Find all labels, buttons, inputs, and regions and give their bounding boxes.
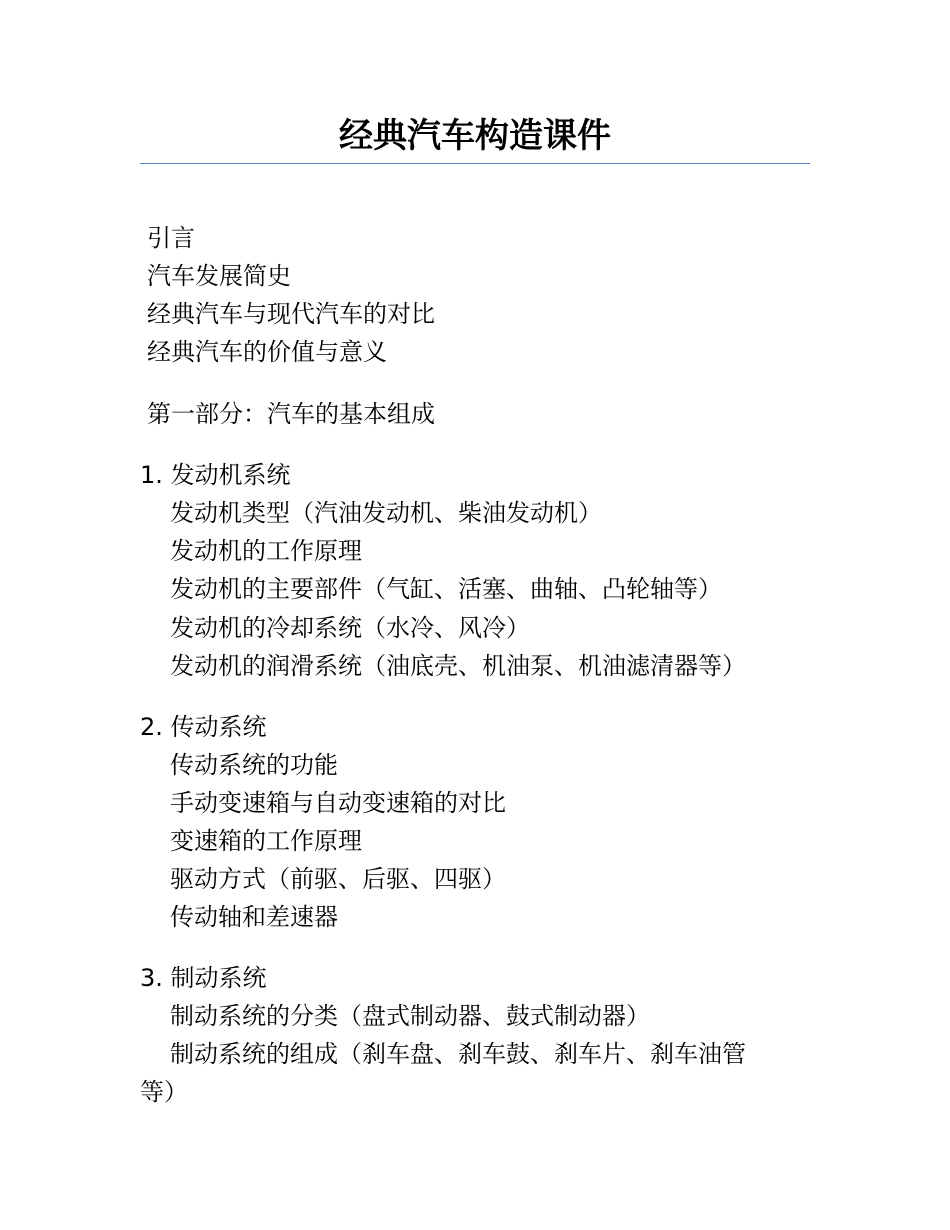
- section-heading-drivetrain: 2. 传动系统: [140, 713, 267, 741]
- engine-item-3: 发动机的主要部件（气缸、活塞、曲轴、凸轮轴等）: [170, 575, 722, 603]
- engine-item-5: 发动机的润滑系统（油底壳、机油泵、机油滤清器等）: [170, 652, 746, 680]
- drivetrain-item-3: 变速箱的工作原理: [170, 827, 362, 855]
- drivetrain-item-5: 传动轴和差速器: [170, 903, 338, 931]
- drivetrain-item-4: 驱动方式（前驱、后驱、四驱）: [170, 865, 506, 893]
- brakes-item-2-wrap: 等）: [140, 1078, 188, 1106]
- engine-item-4: 发动机的冷却系统（水冷、风冷）: [170, 614, 530, 642]
- drivetrain-item-1: 传动系统的功能: [170, 751, 338, 779]
- intro-line-2: 汽车发展简史: [147, 262, 291, 290]
- engine-item-1: 发动机类型（汽油发动机、柴油发动机）: [170, 499, 602, 527]
- section-heading-brakes: 3. 制动系统: [140, 964, 267, 992]
- brakes-item-1: 制动系统的分类（盘式制动器、鼓式制动器）: [170, 1002, 650, 1030]
- intro-line-3: 经典汽车与现代汽车的对比: [147, 300, 435, 328]
- intro-line-1: 引言: [147, 224, 195, 252]
- engine-item-2: 发动机的工作原理: [170, 537, 362, 565]
- document-title: 经典汽车构造课件: [339, 116, 611, 156]
- brakes-item-2: 制动系统的组成（刹车盘、刹车鼓、刹车片、刹车油管: [170, 1040, 746, 1068]
- title-underline: [140, 163, 810, 164]
- intro-line-4: 经典汽车的价值与意义: [147, 338, 387, 366]
- drivetrain-item-2: 手动变速箱与自动变速箱的对比: [170, 789, 506, 817]
- section-heading-engine: 1. 发动机系统: [140, 461, 291, 489]
- part-heading: 第一部分：汽车的基本组成: [147, 400, 435, 428]
